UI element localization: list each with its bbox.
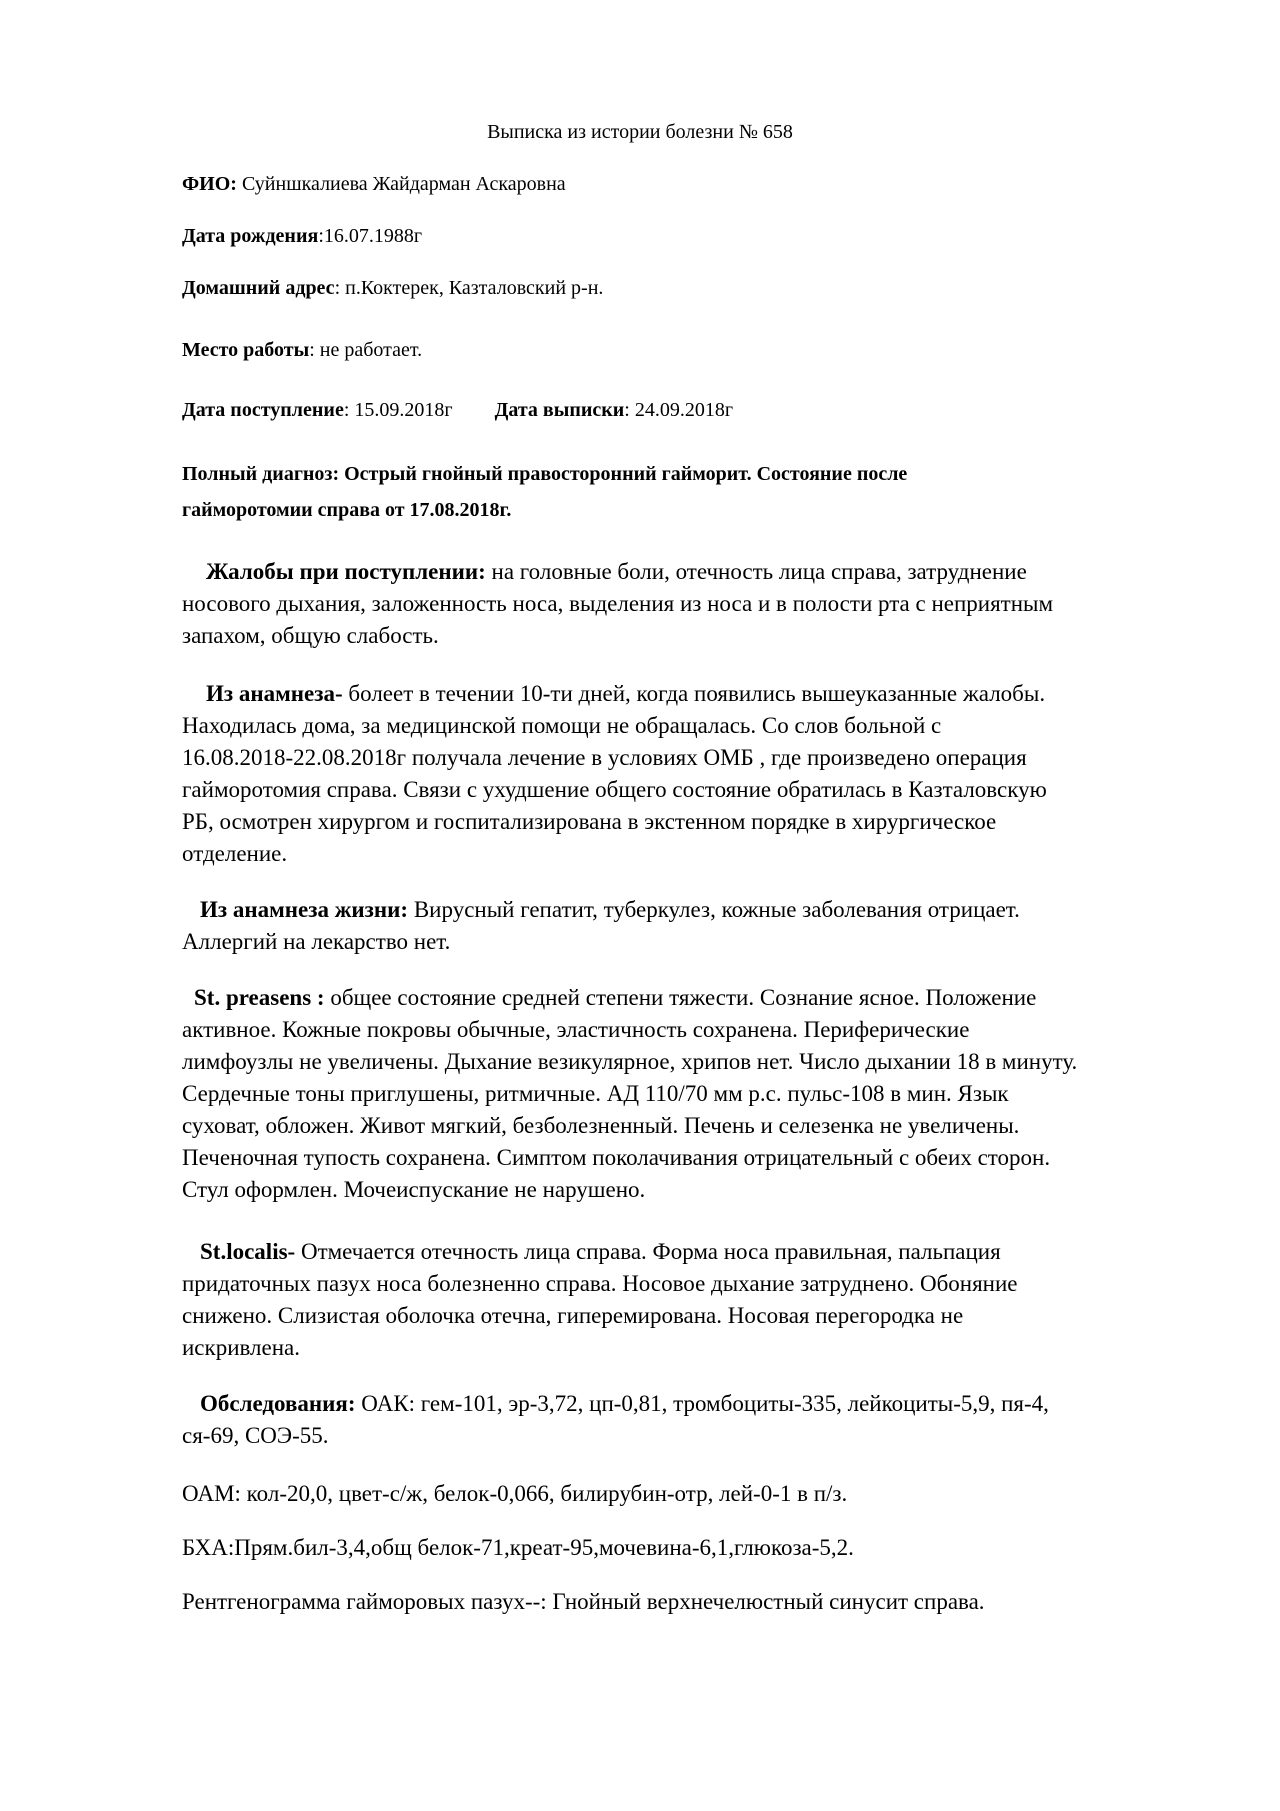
birth-date-value: :16.07.1988г <box>318 225 423 247</box>
status-localis-line-4: искривлена. <box>182 1335 301 1360</box>
address-line <box>182 276 603 300</box>
fio-value: Суйншкалиева Жайдарман Аскаровна <box>236 173 566 195</box>
bha-paragraph <box>182 1532 1202 1564</box>
exams-line-2: ся-69, СОЭ-55. <box>182 1423 329 1448</box>
work-value: : не работает. <box>309 339 423 361</box>
discharge-value: : 24.09.2018г <box>624 399 734 421</box>
anamnesis-line-4: гайморотомия справа. Связи с ухудшение общего состояние обратилась в Казталовскую <box>182 777 1047 802</box>
bha-line: БХА:Прям.бил-3,4,общ белок-71,креат-95,мочевина-6,1,глюкоза-5,2. <box>182 1535 854 1560</box>
life-anamnesis-paragraph <box>182 894 1202 958</box>
status-praesens-line-2: активное. Кожные покровы обычные, эластичность сохранена. Периферические <box>182 1017 970 1042</box>
status-localis-label: St.localis- <box>200 1239 296 1264</box>
life-anamnesis-line-2: Аллергий на лекарство нет. <box>182 929 451 954</box>
xray-line: Рентгенограмма гайморовых пазух--: Гнойный верхнечелюстный синусит справа. <box>182 1589 985 1614</box>
anamnesis-label: Из анамнеза- <box>206 681 343 706</box>
status-praesens-line-3: лимфоузлы не увеличены. Дыхание везикулярное, хрипов нет. Число дыхании 18 в минуту. <box>182 1049 1078 1074</box>
diagnosis-line-1: Полный диагноз: Острый гнойный правосторонний гайморит. Состояние после <box>182 463 908 485</box>
fio-label: ФИО: <box>182 173 237 195</box>
life-anamnesis-label: Из анамнеза жизни: <box>200 897 409 922</box>
anamnesis-line-1: болеет в течении 10-ти дней, когда появились вышеуказанные жалобы. <box>342 681 1046 706</box>
work-line <box>182 338 422 362</box>
complaints-line-2: носового дыхания, заложенность носа, выделения из носа и в полости рта с неприятным <box>182 591 1054 616</box>
birth-date-label: Дата рождения <box>182 225 319 247</box>
anamnesis-line-5: РБ, осмотрен хирургом и госпитализирована в экстенном порядке в хирургическое <box>182 809 997 834</box>
exams-label: Обследования: <box>200 1391 356 1416</box>
work-label: Место работы <box>182 339 310 361</box>
address-label: Домашний адрес <box>182 277 335 299</box>
status-localis-line-1: Отмечается отечность лица справа. Форма носа правильная, пальпация <box>295 1239 1001 1264</box>
birth-date-line <box>182 224 422 248</box>
complaints-line-1: на головные боли, отечность лица справа, затруднение <box>485 559 1027 584</box>
complaints-label: Жалобы при поступлении: <box>206 559 486 584</box>
anamnesis-paragraph <box>182 678 1202 870</box>
complaints-paragraph <box>182 556 1202 652</box>
xray-paragraph <box>182 1586 1202 1618</box>
status-praesens-line-6: Печеночная тупость сохранена. Симптом поколачивания отрицательный с обеих сторон. <box>182 1145 1051 1170</box>
fio-line <box>182 172 566 196</box>
status-praesens-line-4: Сердечные тоны приглушены, ритмичные. АД 110/70 мм р.с. пульс-108 в мин. Язык <box>182 1081 1009 1106</box>
dates-line <box>182 398 733 422</box>
life-anamnesis-line-1: Вирусный гепатит, туберкулез, кожные заболевания отрицает. <box>408 897 1020 922</box>
address-value: : п.Коктерек, Казталовский р-н. <box>334 277 604 299</box>
discharge-label: Дата выписки <box>494 399 625 421</box>
status-localis-paragraph <box>182 1236 1202 1364</box>
oam-line: ОАМ: кол-20,0, цвет-с/ж, белок-0,066, билирубин-отр, лей-0-1 в п/з. <box>182 1481 848 1506</box>
status-praesens-label: St. preasens : <box>194 985 325 1010</box>
admission-value: : 15.09.2018г <box>343 399 453 421</box>
anamnesis-line-2: Находилась дома, за медицинской помощи не обращалась. Со слов больной с <box>182 713 942 738</box>
status-praesens-line-7: Стул оформлен. Мочеиспускание не нарушено. <box>182 1177 646 1202</box>
exams-paragraph <box>182 1388 1202 1452</box>
document-title: Выписка из истории болезни № 658 <box>487 121 793 143</box>
complaints-line-3: запахом, общую слабость. <box>182 623 439 648</box>
diagnosis <box>182 456 907 528</box>
status-praesens-line-5: суховат, обложен. Живот мягкий, безболезненный. Печень и селезенка не увеличены. <box>182 1113 1020 1138</box>
status-localis-line-3: снижено. Слизистая оболочка отечна, гиперемирована. Носовая перегородка не <box>182 1303 964 1328</box>
status-praesens-line-1: общее состояние средней степени тяжести. Сознание ясное. Положение <box>324 985 1037 1010</box>
anamnesis-line-6: отделение. <box>182 841 288 866</box>
status-localis-line-2: придаточных пазух носа болезненно справа. Носовое дыхание затруднено. Обоняние <box>182 1271 1018 1296</box>
anamnesis-line-3: 16.08.2018-22.08.2018г получала лечение в условиях ОМБ , где произведено операция <box>182 745 1027 770</box>
exams-line-1: ОАК: гем-101, эр-3,72, цп-0,81, тромбоциты-335, лейкоциты-5,9, пя-4, <box>355 1391 1049 1416</box>
status-praesens-paragraph <box>182 982 1202 1206</box>
oam-paragraph <box>182 1478 1202 1510</box>
admission-label: Дата поступление <box>182 399 344 421</box>
diagnosis-line-2: гайморотомии справа от 17.08.2018г. <box>182 499 512 521</box>
